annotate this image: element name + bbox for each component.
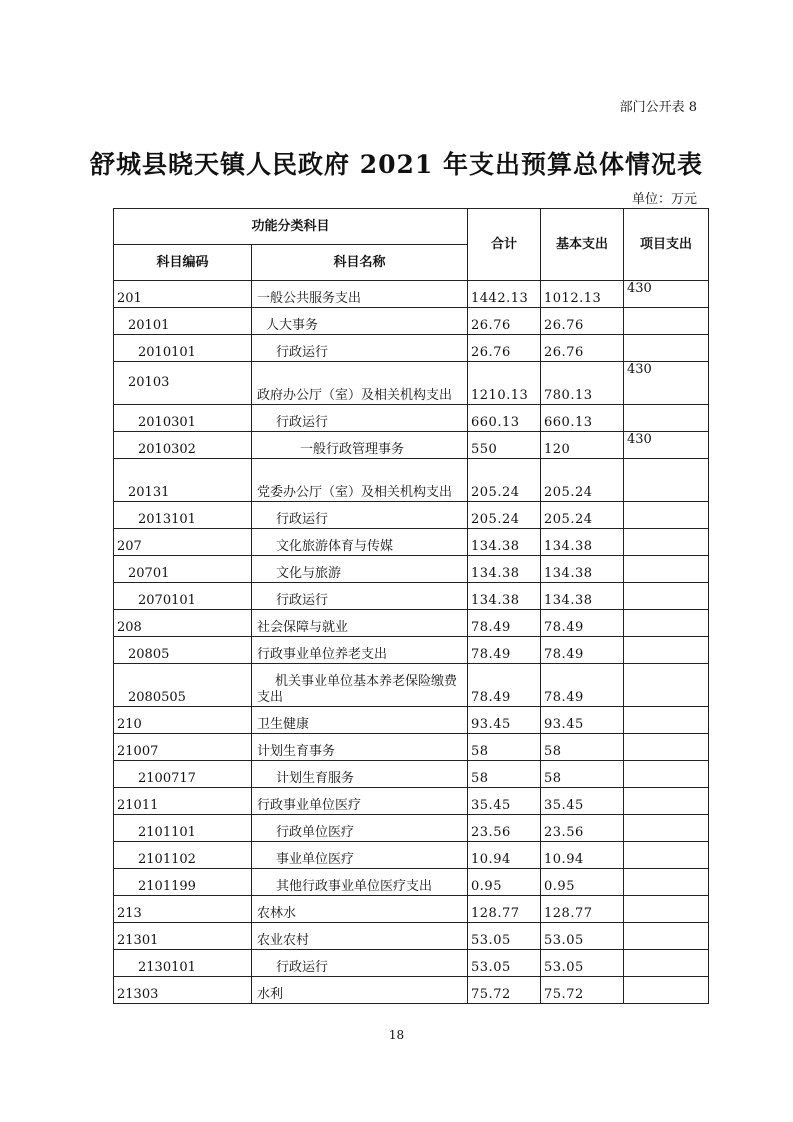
project-cell <box>624 923 709 950</box>
code-cell: 21011 <box>114 788 252 815</box>
table-row <box>114 335 709 362</box>
basic-cell: 205.24 <box>541 459 624 502</box>
table-row <box>114 707 709 734</box>
name-cell: 行政事业单位养老支出 <box>252 637 468 664</box>
table-row <box>114 896 709 923</box>
table-row <box>114 308 709 335</box>
total-cell: 75.72 <box>468 977 541 1004</box>
total-cell: 1442.13 <box>468 281 541 308</box>
project-cell <box>624 459 709 502</box>
total-cell: 26.76 <box>468 335 541 362</box>
page-title: 舒城县晓天镇人民政府 2021 年支出预算总体情况表 <box>90 150 703 179</box>
project-cell <box>624 529 709 556</box>
project-cell <box>624 502 709 529</box>
basic-cell: 0.95 <box>541 869 624 896</box>
table-row <box>114 405 709 432</box>
total-cell: 660.13 <box>468 405 541 432</box>
unit-label: 单位：万元 <box>631 192 697 207</box>
basic-cell: 53.05 <box>541 923 624 950</box>
name-cell: 行政运行 <box>252 335 468 362</box>
name-cell: 行政运行 <box>252 502 468 529</box>
column-header-project: 项目支出 <box>624 209 709 281</box>
basic-cell: 10.94 <box>541 842 624 869</box>
table-row <box>114 432 709 459</box>
total-cell: 93.45 <box>468 707 541 734</box>
column-header-basic: 基本支出 <box>541 209 624 281</box>
name-cell: 行政事业单位医疗 <box>252 788 468 815</box>
code-cell: 207 <box>114 529 252 556</box>
name-cell: 行政单位医疗 <box>252 815 468 842</box>
name-cell: 行政运行 <box>252 405 468 432</box>
project-cell <box>624 842 709 869</box>
total-cell: 23.56 <box>468 815 541 842</box>
basic-cell: 58 <box>541 761 624 788</box>
header-row-1 <box>114 209 709 245</box>
basic-cell: 26.76 <box>541 308 624 335</box>
basic-cell: 128.77 <box>541 896 624 923</box>
total-cell: 134.38 <box>468 529 541 556</box>
name-cell: 一般公共服务支出 <box>252 281 468 308</box>
total-cell: 58 <box>468 734 541 761</box>
code-cell: 2080505 <box>114 664 252 707</box>
name-cell: 事业单位医疗 <box>252 842 468 869</box>
code-cell: 2101102 <box>114 842 252 869</box>
name-cell: 计划生育服务 <box>252 761 468 788</box>
table-row <box>114 950 709 977</box>
total-cell: 78.49 <box>468 637 541 664</box>
name-cell: 人大事务 <box>252 308 468 335</box>
name-cell: 农林水 <box>252 896 468 923</box>
column-header-total: 合计 <box>468 209 541 281</box>
total-cell: 205.24 <box>468 459 541 502</box>
page-number: 18 <box>388 1028 405 1042</box>
basic-cell: 93.45 <box>541 707 624 734</box>
column-group-header: 功能分类科目 <box>114 209 468 245</box>
table-row <box>114 734 709 761</box>
basic-cell: 120 <box>541 432 624 459</box>
code-cell: 2013101 <box>114 502 252 529</box>
basic-cell: 23.56 <box>541 815 624 842</box>
table-row <box>114 459 709 502</box>
total-cell: 53.05 <box>468 923 541 950</box>
project-cell <box>624 707 709 734</box>
name-cell: 行政运行 <box>252 950 468 977</box>
total-cell: 1210.13 <box>468 362 541 405</box>
table-row <box>114 815 709 842</box>
total-cell: 78.49 <box>468 610 541 637</box>
table-row <box>114 788 709 815</box>
code-cell: 20101 <box>114 308 252 335</box>
table-row <box>114 583 709 610</box>
table-row <box>114 842 709 869</box>
project-cell <box>624 977 709 1004</box>
code-cell: 21007 <box>114 734 252 761</box>
basic-cell: 134.38 <box>541 583 624 610</box>
table-row <box>114 664 709 707</box>
basic-cell: 78.49 <box>541 664 624 707</box>
code-cell: 2010302 <box>114 432 252 459</box>
basic-cell: 35.45 <box>541 788 624 815</box>
column-header-code: 科目编码 <box>114 245 252 281</box>
project-cell <box>624 815 709 842</box>
table-row <box>114 869 709 896</box>
project-cell <box>624 788 709 815</box>
total-cell: 550 <box>468 432 541 459</box>
code-cell: 2101199 <box>114 869 252 896</box>
table-row <box>114 610 709 637</box>
table-row <box>114 923 709 950</box>
basic-cell: 78.49 <box>541 637 624 664</box>
basic-cell: 134.38 <box>541 529 624 556</box>
name-cell: 文化旅游体育与传媒 <box>252 529 468 556</box>
project-cell <box>624 556 709 583</box>
total-cell: 58 <box>468 761 541 788</box>
table-row <box>114 977 709 1004</box>
name-cell: 卫生健康 <box>252 707 468 734</box>
code-cell: 21301 <box>114 923 252 950</box>
project-cell <box>624 664 709 707</box>
table-row <box>114 637 709 664</box>
basic-cell: 780.13 <box>541 362 624 405</box>
basic-cell: 134.38 <box>541 556 624 583</box>
name-cell: 一般行政管理事务 <box>252 432 468 459</box>
project-cell: 430 <box>624 281 709 308</box>
budget-table <box>113 208 709 1004</box>
table-row <box>114 556 709 583</box>
code-cell: 2070101 <box>114 583 252 610</box>
basic-cell: 1012.13 <box>541 281 624 308</box>
code-cell: 2010301 <box>114 405 252 432</box>
project-cell <box>624 335 709 362</box>
basic-cell: 53.05 <box>541 950 624 977</box>
total-cell: 35.45 <box>468 788 541 815</box>
table-row <box>114 761 709 788</box>
name-cell: 政府办公厅（室）及相关机构支出 <box>252 362 468 405</box>
code-cell: 2130101 <box>114 950 252 977</box>
name-cell: 行政运行 <box>252 583 468 610</box>
code-cell: 20103 <box>114 362 252 405</box>
project-cell <box>624 896 709 923</box>
project-cell <box>624 950 709 977</box>
table-row <box>114 529 709 556</box>
project-cell <box>624 610 709 637</box>
code-cell: 210 <box>114 707 252 734</box>
name-cell: 文化与旅游 <box>252 556 468 583</box>
basic-cell: 75.72 <box>541 977 624 1004</box>
basic-cell: 205.24 <box>541 502 624 529</box>
project-cell: 430 <box>624 362 709 405</box>
code-cell: 2100717 <box>114 761 252 788</box>
name-cell: 党委办公厅（室）及相关机构支出 <box>252 459 468 502</box>
project-cell: 430 <box>624 432 709 459</box>
basic-cell: 58 <box>541 734 624 761</box>
project-cell <box>624 761 709 788</box>
code-cell: 208 <box>114 610 252 637</box>
total-cell: 26.76 <box>468 308 541 335</box>
project-cell <box>624 583 709 610</box>
code-cell: 20131 <box>114 459 252 502</box>
project-cell <box>624 869 709 896</box>
table-row <box>114 362 709 405</box>
total-cell: 134.38 <box>468 583 541 610</box>
total-cell: 205.24 <box>468 502 541 529</box>
code-cell: 2101101 <box>114 815 252 842</box>
name-cell: 社会保障与就业 <box>252 610 468 637</box>
name-cell: 机关事业单位基本养老保险缴费支出 <box>252 664 468 707</box>
name-cell: 水利 <box>252 977 468 1004</box>
total-cell: 10.94 <box>468 842 541 869</box>
table-row <box>114 281 709 308</box>
name-cell: 计划生育事务 <box>252 734 468 761</box>
basic-cell: 26.76 <box>541 335 624 362</box>
code-cell: 2010101 <box>114 335 252 362</box>
project-cell <box>624 734 709 761</box>
code-cell: 201 <box>114 281 252 308</box>
code-cell: 20701 <box>114 556 252 583</box>
name-cell: 其他行政事业单位医疗支出 <box>252 869 468 896</box>
name-cell: 农业农村 <box>252 923 468 950</box>
total-cell: 128.77 <box>468 896 541 923</box>
total-cell: 134.38 <box>468 556 541 583</box>
total-cell: 78.49 <box>468 664 541 707</box>
total-cell: 0.95 <box>468 869 541 896</box>
column-header-name: 科目名称 <box>252 245 468 281</box>
basic-cell: 660.13 <box>541 405 624 432</box>
project-cell <box>624 308 709 335</box>
code-cell: 21303 <box>114 977 252 1004</box>
total-cell: 53.05 <box>468 950 541 977</box>
basic-cell: 78.49 <box>541 610 624 637</box>
code-cell: 213 <box>114 896 252 923</box>
table-tag: 部门公开表 8 <box>619 100 697 115</box>
project-cell <box>624 405 709 432</box>
table-row <box>114 502 709 529</box>
project-cell <box>624 637 709 664</box>
code-cell: 20805 <box>114 637 252 664</box>
